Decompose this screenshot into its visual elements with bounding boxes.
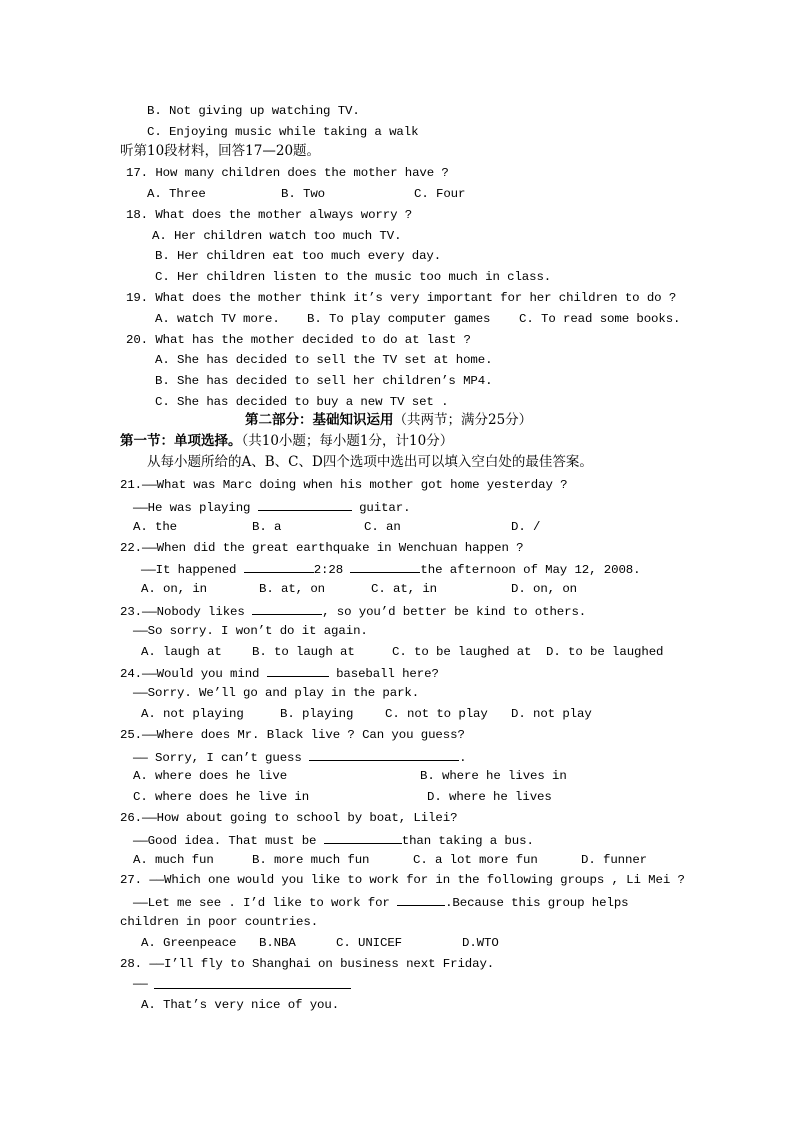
q25-text-b: . — [459, 751, 467, 765]
q27-text-a: ——Let me see . I’d like to work for — [133, 896, 390, 910]
q16-option-b: B. Not giving up watching TV. — [147, 104, 360, 118]
q25-option-c: C. where does he live in — [133, 790, 310, 804]
q26-option-c: C. a lot more fun — [413, 853, 538, 867]
q26-option-d: D. funner — [581, 853, 648, 867]
q27-stem: 27. ——Which one would you like to work for in the following groups , Li Mei ? — [120, 873, 685, 887]
q18-option-a: A. Her children watch too much TV. — [152, 229, 402, 243]
q22-option-c: C. at, in — [371, 582, 438, 596]
q22-blank-2 — [350, 560, 420, 573]
q19-option-b: B. To play computer games — [307, 312, 491, 326]
q24-text-b: baseball here? — [336, 667, 439, 681]
q27-reply — [133, 893, 628, 911]
q23-option-d: D. to be laughed — [546, 645, 664, 659]
q25-blank — [309, 748, 459, 761]
q23-option-c: C. to be laughed at — [392, 645, 532, 659]
q18-option-c: C. Her children listen to the music too much in class. — [155, 270, 552, 284]
q23-text-b: , so you’d better be kind to others. — [322, 605, 587, 619]
q20-option-c: C. She has decided to buy a new TV set . — [155, 395, 449, 409]
part-two-title: 第二部分：基础知识运用 — [245, 412, 394, 428]
part-two-heading — [245, 412, 532, 428]
q27-blank — [397, 893, 445, 906]
q22-stem: 22.——When did the great earthquake in Wenchuan happen ? — [120, 541, 524, 555]
q26-blank — [324, 831, 402, 844]
q24-option-d: D. not play — [511, 707, 592, 721]
q20-stem: 20. What has the mother decided to do at last ? — [126, 333, 471, 347]
q22-option-d: D. on, on — [511, 582, 578, 596]
q21-answer-line — [133, 498, 410, 516]
q21-blank — [258, 498, 352, 511]
part-two-score: （共两节；满分25分） — [393, 412, 533, 428]
q25-option-b: B. where he lives in — [420, 769, 567, 783]
q25-text-a: —— Sorry, I can’t guess — [133, 751, 302, 765]
q23-option-b: B. to laugh at — [252, 645, 355, 659]
q21-text-a: ——He was playing — [133, 501, 251, 515]
q26-option-b: B. more much fun — [252, 853, 370, 867]
q26-text-a: ——Good idea. That must be — [133, 834, 317, 848]
q24-reply: ——Sorry. We’ll go and play in the park. — [133, 686, 420, 700]
q28-stem: 28. ——I’ll fly to Shanghai on business next Friday. — [120, 957, 495, 971]
q21-option-d: D. / — [511, 520, 541, 534]
q27-option-d: D.WTO — [462, 936, 499, 950]
q22-option-a: A. on, in — [141, 582, 208, 596]
q20-option-b: B. She has decided to sell her children’s MP4. — [155, 374, 493, 388]
q28-option-a: A. That’s very nice of you. — [141, 998, 340, 1012]
q25-option-d: D. where he lives — [427, 790, 552, 804]
q26-reply — [133, 831, 534, 849]
q24-option-c: C. not to play — [385, 707, 488, 721]
q26-option-a: A. much fun — [133, 853, 214, 867]
q17-option-c: C. Four — [414, 187, 466, 201]
q16-option-c: C. Enjoying music while taking a walk — [147, 125, 419, 139]
q22-blank-1 — [244, 560, 314, 573]
q27-option-c: C. UNICEF — [336, 936, 403, 950]
q21-option-a: A. the — [133, 520, 178, 534]
q27-text-b: .Because this group helps — [445, 896, 629, 910]
q26-text-b: than taking a bus. — [401, 834, 534, 848]
q17-option-b: B. Two — [281, 187, 326, 201]
q23-stem — [120, 602, 586, 620]
q26-stem: 26.——How about going to school by boat, Lilei? — [120, 811, 458, 825]
q24-blank — [267, 664, 329, 677]
q19-option-c: C. To read some books. — [519, 312, 681, 326]
q22-text-a: ——It happened — [141, 563, 237, 577]
q27-option-a: A. Greenpeace — [141, 936, 237, 950]
q23-text-a: 23.——Nobody likes — [120, 605, 245, 619]
q27-reply-continued: children in poor countries. — [120, 915, 319, 929]
q21-text-b: guitar. — [359, 501, 411, 515]
section-one-instruction: 从每小题所给的A、B、C、D四个选项中选出可以填入空白处的最佳答案。 — [147, 454, 593, 470]
q23-blank — [252, 602, 322, 615]
q18-option-b: B. Her children eat too much every day. — [155, 249, 442, 263]
q24-option-b: B. playing — [280, 707, 354, 721]
q22-text-b: 2:28 — [313, 563, 344, 577]
q25-reply — [133, 748, 466, 766]
q21-option-b: B. a — [252, 520, 282, 534]
q19-option-a: A. watch TV more. — [155, 312, 280, 326]
q24-stem — [120, 664, 439, 682]
q25-stem: 25.——Where does Mr. Black live ? Can you guess? — [120, 728, 465, 742]
q17-stem: 17. How many children does the mother have ? — [126, 166, 449, 180]
q27-option-b: B.NBA — [259, 936, 296, 950]
q25-option-a: A. where does he live — [133, 769, 288, 783]
q23-option-a: A. laugh at — [141, 645, 222, 659]
q24-option-a: A. not playing — [141, 707, 244, 721]
section-one-title: 第一节：单项选择。 — [120, 433, 242, 449]
q21-option-c: C. an — [364, 520, 401, 534]
q18-stem: 18. What does the mother always worry ? — [126, 208, 413, 222]
q22-text-c: the afternoon of May 12, 2008. — [420, 563, 641, 577]
section-one-heading — [120, 433, 453, 449]
q22-answer-line — [141, 560, 640, 578]
q17-option-a: A. Three — [147, 187, 206, 201]
q22-option-b: B. at, on — [259, 582, 326, 596]
q28-answer-blank — [154, 988, 351, 989]
q19-stem: 19. What does the mother think it’s very important for her children to do ? — [126, 291, 677, 305]
q21-stem: 21.——What was Marc doing when his mother got home yesterday ? — [120, 478, 568, 492]
q20-option-a: A. She has decided to sell the TV set at home. — [155, 353, 493, 367]
q28-reply-dash: —— — [133, 977, 148, 991]
listening-instruction: 听第10段材料，回答17—20题。 — [120, 143, 321, 159]
q24-text-a: 24.——Would you mind — [120, 667, 260, 681]
q23-reply: ——So sorry. I won’t do it again. — [133, 624, 368, 638]
section-one-score: （共10小题；每小题1分，计10分） — [241, 433, 454, 449]
